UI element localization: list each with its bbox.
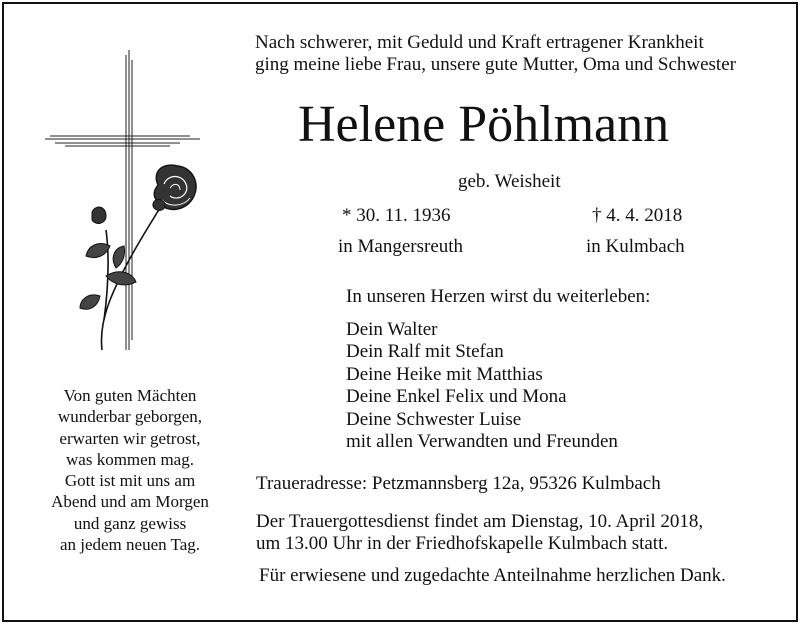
intro-text: [255, 32, 736, 76]
intro-line: ging meine liebe Frau, unsere gute Mutter, Oma und Schwester: [255, 54, 736, 75]
service-info: [256, 511, 703, 555]
birth-place: in Mangersreuth: [338, 236, 464, 257]
thanks-note: Für erwiesene und zugedachte Anteilnahme herzlichen Dank.: [259, 565, 726, 586]
poem-line: Von guten Mächten: [63, 386, 197, 405]
poem-line: Gott ist mit uns am: [64, 471, 196, 491]
mourner: Deine Heike mit Matthias: [346, 363, 543, 385]
birth-date: * 30. 11. 1936: [342, 205, 451, 226]
intro-line: Nach schwerer, mit Geduld und Kraft ertragener Krankheit: [255, 32, 704, 53]
poem-line: was kommen mag.: [66, 449, 194, 469]
mourner: Dein Ralf mit Stefan: [346, 341, 504, 363]
poem-line: Abend und am Morgen: [51, 492, 209, 512]
maiden-name: geb. Weisheit: [458, 171, 561, 192]
service-line: um 13.00 Uhr in der Friedhofskapelle Kulmbach statt.: [256, 533, 669, 554]
death-place: in Kulmbach: [586, 236, 685, 257]
mourner: mit allen Verwandten und Freunden: [346, 431, 618, 453]
poem-line: erwarten wir getrost,: [59, 428, 201, 448]
mourning-address: Traueradresse: Petzmannsberg 12a, 95326 Kulmbach: [256, 473, 661, 494]
mourner: Deine Enkel Felix und Mona: [346, 386, 567, 408]
motto: In unseren Herzen wirst du weiterleben:: [346, 286, 651, 307]
poem-line: und ganz gewiss: [73, 513, 187, 533]
cross-with-rose-icon: [40, 50, 220, 360]
death-date: † 4. 4. 2018: [592, 205, 683, 226]
mourners-list: [346, 319, 618, 453]
poem-line: wunderbar geborgen,: [57, 407, 203, 427]
mourner: Dein Walter: [346, 319, 438, 340]
poem-line: an jedem neuen Tag.: [59, 535, 201, 555]
service-line: Der Trauergottesdienst findet am Dienstag, 10. April 2018,: [256, 511, 704, 532]
deceased-name: Helene Pöhlmann: [298, 96, 670, 153]
poem: [20, 385, 240, 555]
mourner: Deine Schwester Luise: [346, 408, 522, 430]
